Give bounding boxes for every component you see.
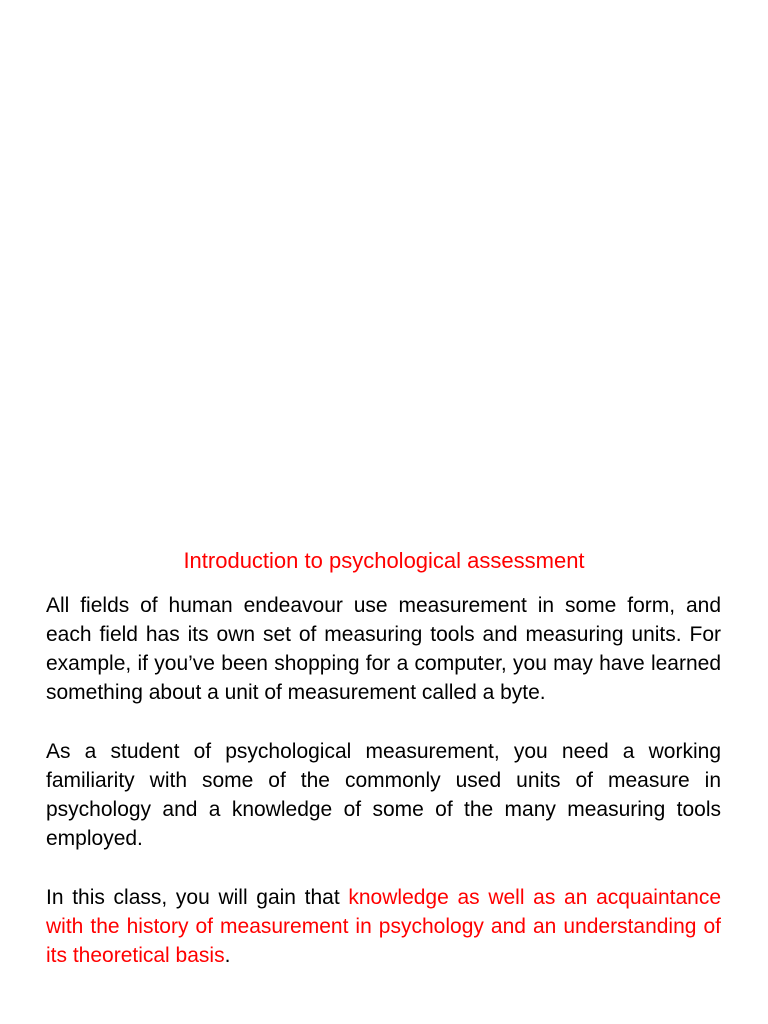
paragraph-student-familiarity: As a student of psychological measurement, you need a working familiarity with some of the commonly used units of measure in psychology and a knowledge of some of the many measuring tools employed. — [46, 740, 721, 850]
paragraph-class-goals-end: . — [224, 944, 231, 967]
document-body — [46, 591, 721, 970]
highlighted-learning-goals: knowledge as well as an acquaintance with the history of measurement in psychology and an understanding of its theoretical basis — [46, 886, 721, 967]
paragraph-class-goals-intro: In this class, you will gain that — [46, 886, 349, 909]
paragraph-class-goals — [46, 883, 721, 970]
paragraph-measurement-fields: All fields of human endeavour use measurement in some form, and each field has its own set of measuring tools and measuring units. For example, if you’ve been shopping for a computer, you may have learned something about a unit of measurement called a byte. — [46, 594, 721, 704]
page-title: Introduction to psychological assessment — [183, 548, 585, 573]
